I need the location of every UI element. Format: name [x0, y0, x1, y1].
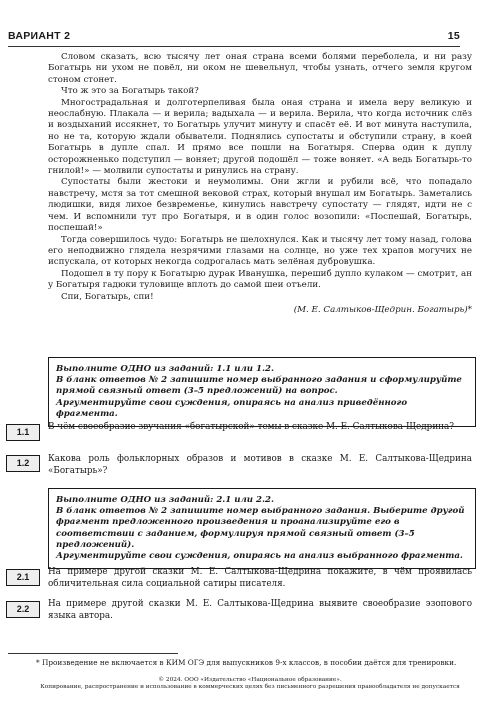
header-divider — [8, 46, 460, 47]
paragraph: Многострадальная и долготерпеливая была оная страна и имела веру великую и неослабную. Плакала — и верила; вадыхала — и верила. Верила, что когда источник слёз и воздыханий иссякнет, то Богатырь улучит минуту и спасёт её. И вот минута наступила, но не та, которую ждали обыватели. Поднялись супостаты и обступили страну, в коей Богатырь в дупле спал. И прямо все пошли на Богатыря. Сперва один к дуплу осторожненько подступил — воняет; другой подошёл — тоже воняет. «А ведь Богатырь-то гнилой!» — молвили супостаты и ринулись на страну. — [48, 97, 472, 177]
instruction-line: В бланк ответов № 2 запишите номер выбранного задания и сформулируйте прямой связный ответ (3–5 предложений) на вопрос. — [56, 375, 462, 397]
page-number: 15 — [447, 30, 460, 42]
instruction-line: Выполните ОДНО из заданий: 2.1 или 2.2. — [56, 495, 274, 505]
instruction-line: Аргументируйте свои суждения, опираясь на анализ приведённого фрагмента. — [56, 397, 408, 419]
instruction-line: В бланк ответов № 2 запишите номер выбранного задания. Выберите другой фрагмент предложенного произведения и проанализируйте его в соответствии с заданием, формулируя прямой связный ответ (3–5 предложений). — [56, 506, 465, 550]
paragraph: Словом сказать, всю тысячу лет оная страна всеми болями переболела, и ни разу Богатырь ни ухом не повёл, ни оком не шевельнул, чтобы узнать, отчего земля кругом стоном стонет. — [48, 52, 472, 85]
copyright-line: © 2024. ООО «Издательство «Национальное образование». — [158, 677, 342, 683]
variant-label: ВАРИАНТ 2 — [8, 30, 71, 42]
task-number-1-1: 1.1 — [6, 424, 40, 441]
instruction-box-2 — [48, 488, 476, 569]
instruction-box-1 — [48, 357, 476, 427]
paragraph: Спи, Богатырь, спи! — [61, 291, 154, 302]
paragraph: Подошел в ту пору к Богатырю дурак Иванушка, перешиб дупло кулаком — смотрит, ан у Богатыря гадюки туловище вплоть до самой шеи отъели. — [48, 268, 472, 291]
page-header — [8, 30, 460, 42]
copyright-line: Копирование, распространение и использование в коммерческих целях без письменного разрешения правообладателя не допускается — [40, 684, 460, 691]
task-text-2-2: На примере другой сказки М. Е. Салтыкова-Щедрина выявите своеобразие эзопового языка автора. — [48, 599, 472, 621]
footnote: * Произведение не включается в КИМ ОГЭ для выпускников 9-х классов, в пособии даётся для тренировки. — [36, 658, 457, 667]
source-citation: (М. Е. Салтыков-Щедрин. Богатырь)* — [293, 304, 472, 315]
footnote-divider — [8, 653, 178, 654]
instruction-line: Выполните ОДНО из заданий: 1.1 или 1.2. — [56, 364, 274, 374]
instruction-line: Аргументируйте свои суждения, опираясь на анализ выбранного фрагмента. — [56, 551, 463, 562]
task-text-1-1: В чём своеобразие звучания «богатырской» темы в сказке М. Е. Салтыкова-Щедрина? — [48, 422, 455, 432]
paragraph: Супостаты были жестоки и неумолимы. Они жгли и рубили всё, что попадало навстречу, мстя за тот смешной вековой страх, который внушал им Богатырь. Заметались людишки, видя лихое безвременье, кинулись навстречу супостату — глядят, идти не с чем. И вспомнили тут про Богатыря, и в один голос возопили: «Поспешай, Богатырь, поспешай!» — [48, 177, 472, 234]
paragraph: Что ж это за Богатырь такой? — [61, 86, 199, 97]
task-number-2-2: 2.2 — [6, 601, 40, 618]
task-text-2-1: На примере другой сказки М. Е. Салтыкова-Щедрина покажите, в чём проявилась обличительная сила социальной сатиры писателя. — [48, 567, 472, 589]
literary-fragment — [48, 52, 472, 316]
task-text-1-2: Какова роль фольклорных образов и мотивов в сказке М. Е. Салтыкова-Щедрина «Богатырь»? — [48, 454, 472, 476]
paragraph: Тогда совершилось чудо: Богатырь не шелохнулся. Как и тысячу лет тому назад, голова его неподвижно глядела незрячими глазами на солнце, но уже тех храпов могучих не испускала, от которых некогда содрогалась мать зелёная дубровушка. — [48, 234, 472, 268]
copyright-notice — [8, 677, 492, 692]
task-number-1-2: 1.2 — [6, 455, 40, 472]
task-number-2-1: 2.1 — [6, 569, 40, 586]
